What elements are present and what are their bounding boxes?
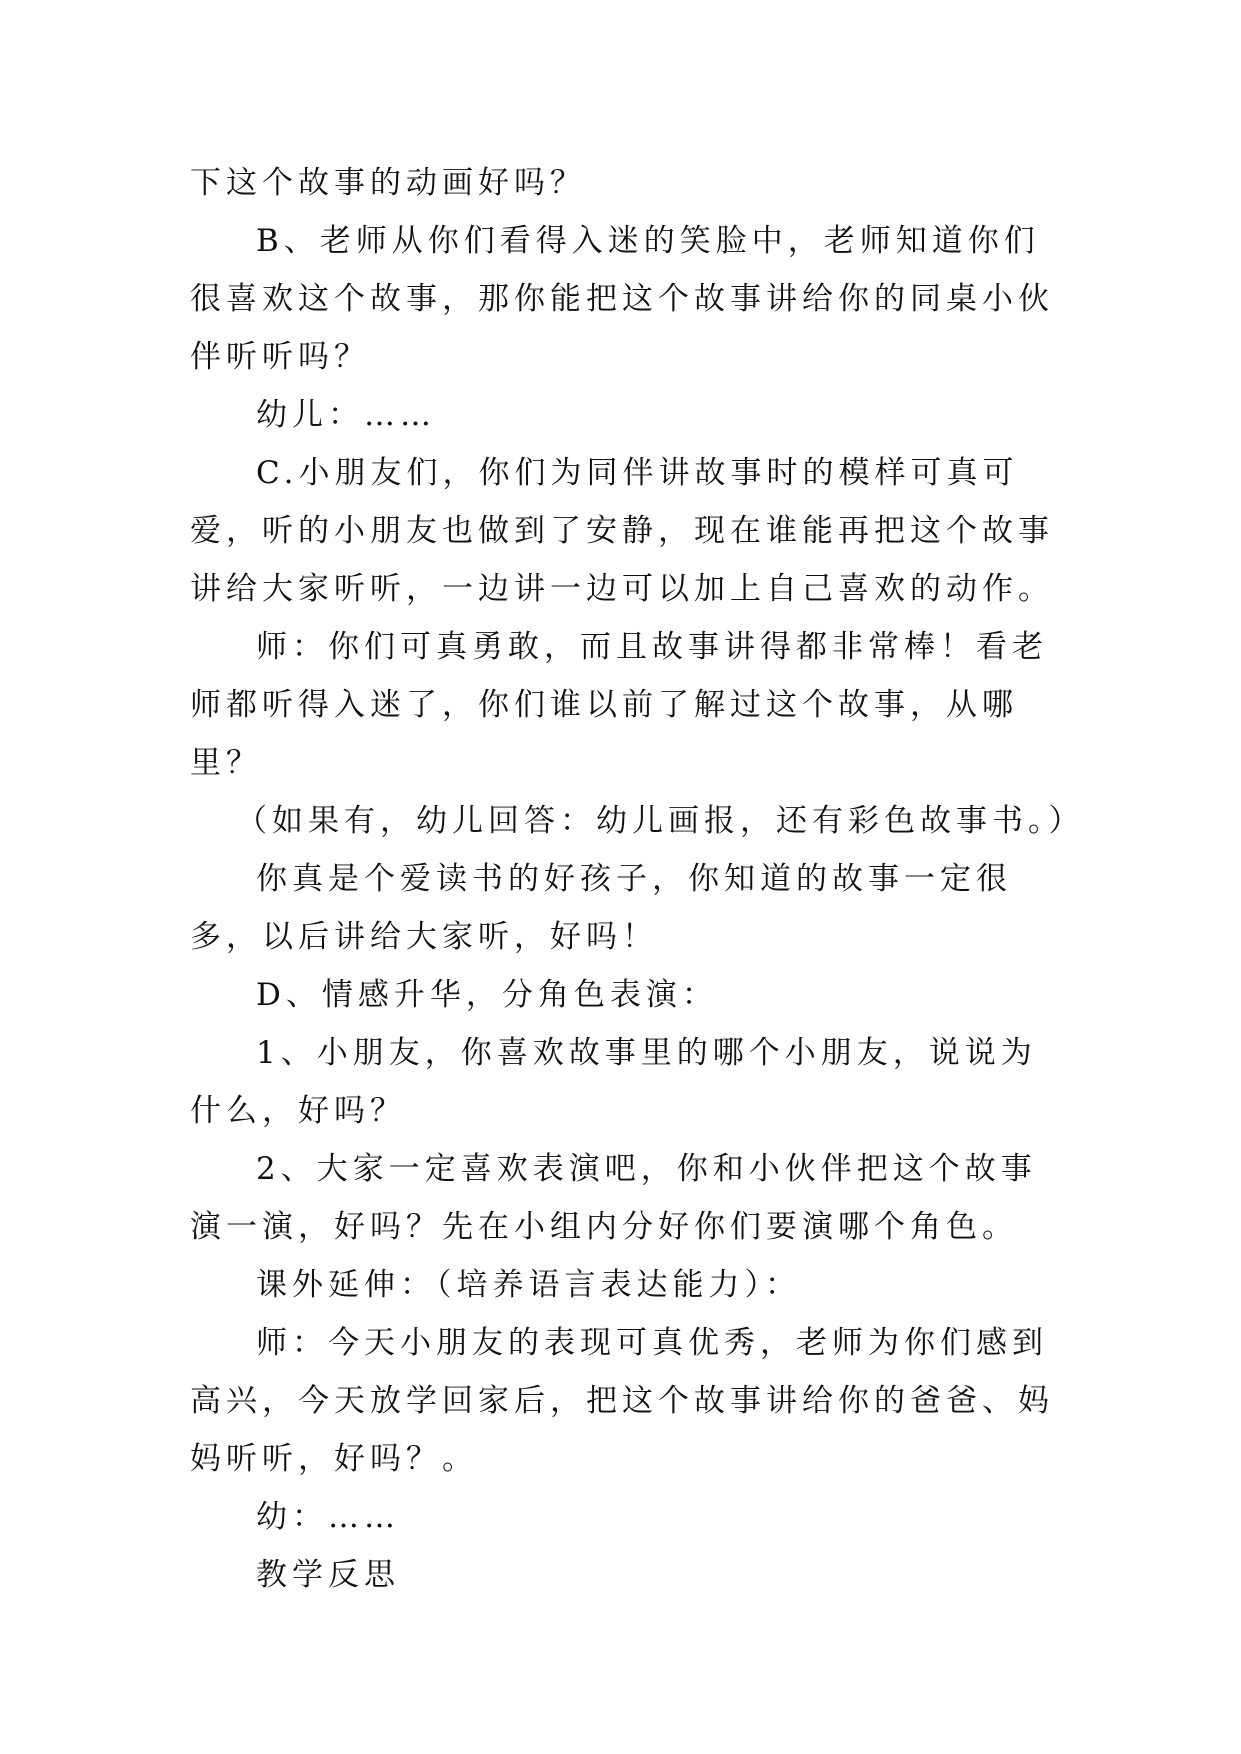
paragraph-child-response-2: 幼：…… <box>256 1499 400 1535</box>
paragraph-reflection-heading: 教学反思 <box>256 1557 400 1593</box>
document-body <box>190 154 1085 1604</box>
paragraph-d: D、情感升华，分角色表演： <box>256 977 718 1013</box>
paragraph-item-1: 1、小朋友，你喜欢故事里的哪个小朋友，说说为什么，好吗？ <box>190 1035 1037 1129</box>
paragraph-item-2: 2、大家一定喜欢表演吧，你和小伙伴把这个故事演一演，好吗？先在小组内分好你们要演哪个角色。 <box>190 1151 1037 1245</box>
paragraph-continuation: 下这个故事的动画好吗？ <box>190 165 586 201</box>
paragraph-praise: 你真是个爱读书的好孩子，你知道的故事一定很多，以后讲给大家听，好吗！ <box>190 861 1012 955</box>
paragraph-extension-heading: 课外延伸：（培养语言表达能力）： <box>256 1267 801 1303</box>
paragraph-parenthetical: （如果有，幼儿回答：幼儿画报，还有彩色故事书。） <box>236 803 1085 839</box>
paragraph-teacher-2: 师：今天小朋友的表现可真优秀，老师为你们感到高兴，今天放学回家后，把这个故事讲给你的爸爸、妈妈听听，好吗？。 <box>190 1325 1054 1477</box>
paragraph-teacher-1: 师：你们可真勇敢，而且故事讲得都非常棒！看老师都听得入迷了，你们谁以前了解过这个故事，从哪里？ <box>190 629 1048 781</box>
paragraph-child-response-1: 幼儿：…… <box>256 397 436 433</box>
paragraph-c: C.小朋友们，你们为同伴讲故事时的模样可真可爱，听的小朋友也做到了安静，现在谁能再把这个故事讲给大家听听，一边讲一边可以加上自己喜欢的动作。 <box>190 455 1054 607</box>
paragraph-b: B、老师从你们看得入迷的笑脸中，老师知道你们很喜欢这个故事，那你能把这个故事讲给你的同桌小伙伴听听吗？ <box>190 223 1054 375</box>
